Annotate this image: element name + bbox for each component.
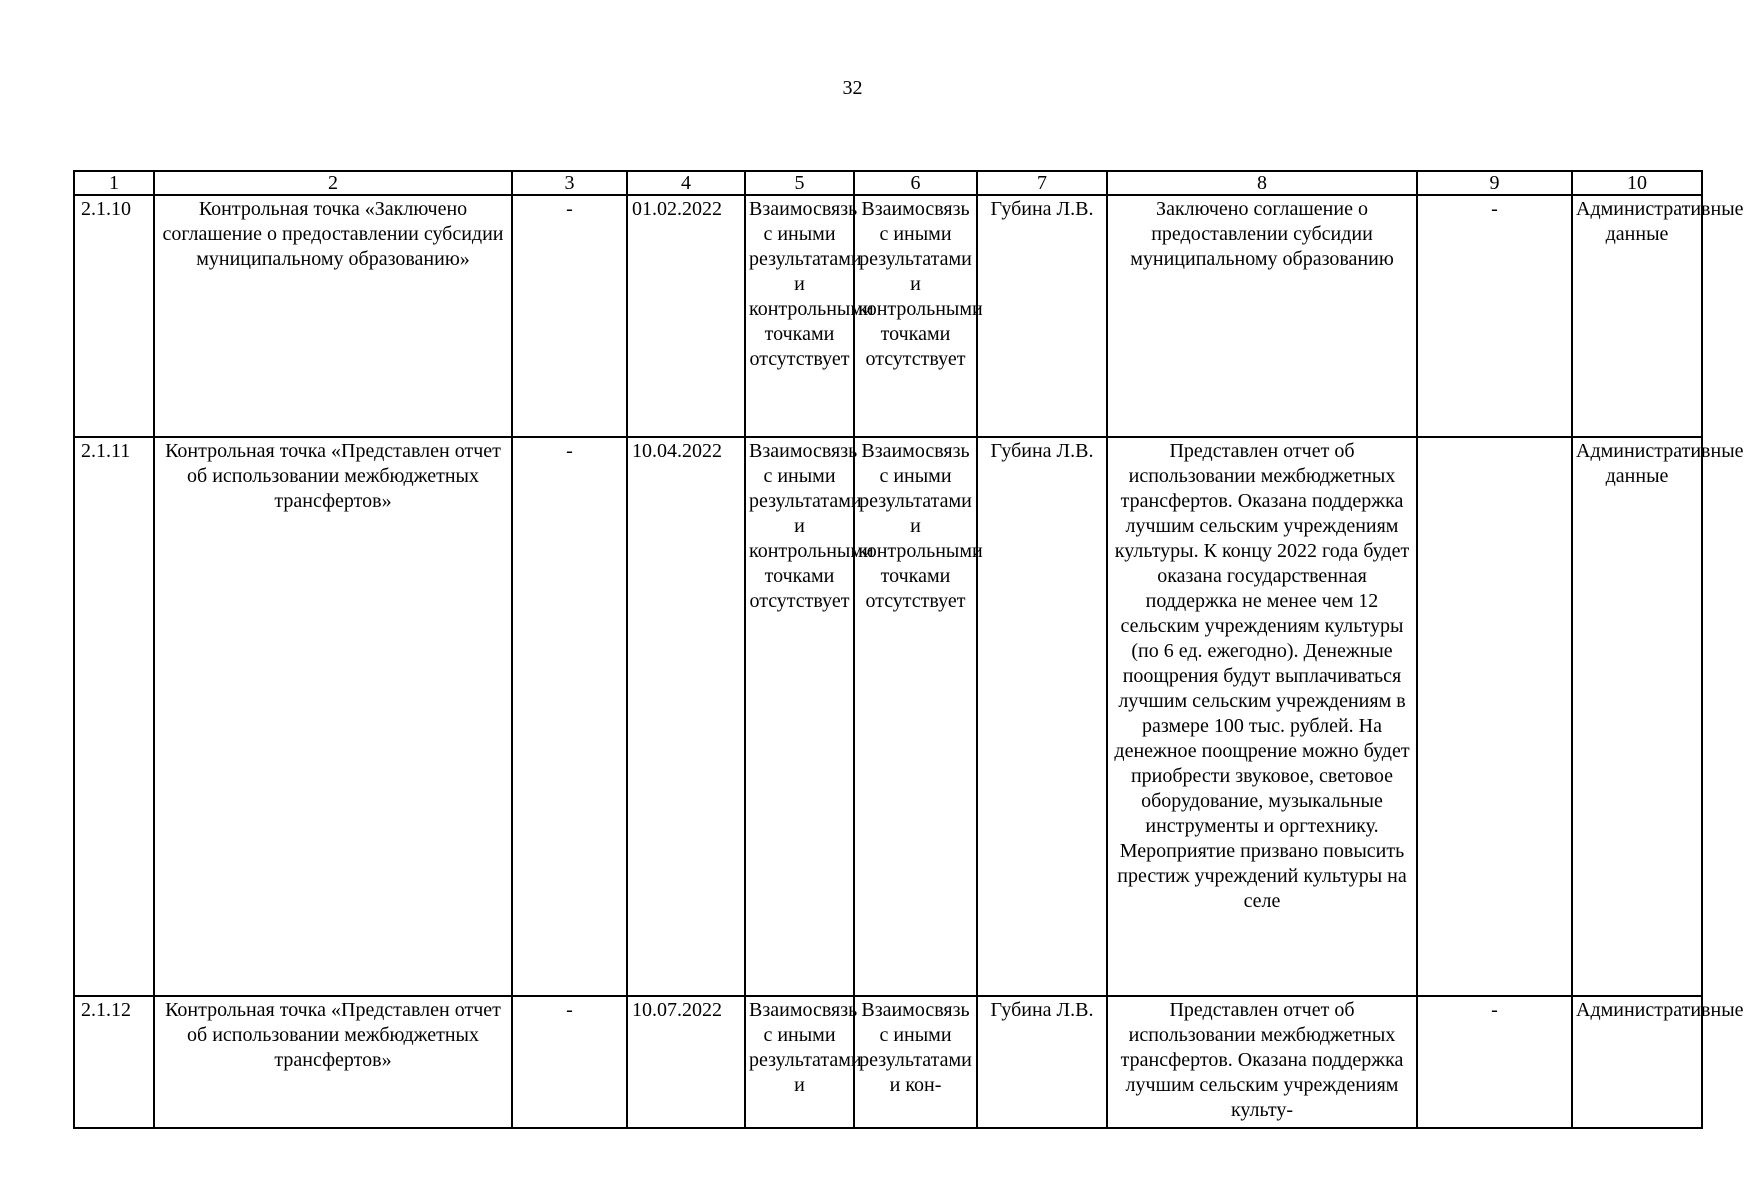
header-cell: 10: [1572, 171, 1702, 195]
control-point-name: Контрольная точка «Представлен отчет об использовании межбюджетных трансфертов»: [154, 437, 512, 996]
cell-col9: -: [1417, 996, 1572, 1128]
header-cell: 5: [745, 171, 854, 195]
responsible-cell: Губина Л.В.: [977, 437, 1107, 996]
control-point-name: Контрольная точка «Заключено соглашение о предоставлении субсидии муниципальному образованию»: [154, 195, 512, 437]
relation-cell: Взаимосвязь с иными результатами и контрольными точками отсутствует: [854, 195, 977, 437]
responsible-cell: Губина Л.В.: [977, 996, 1107, 1128]
row-number: 2.1.12: [74, 996, 154, 1128]
document-table: [73, 170, 1744, 1129]
control-point-name: Контрольная точка «Представлен отчет об использовании межбюджетных трансфертов»: [154, 996, 512, 1128]
cell-col3: -: [512, 996, 627, 1128]
relation-cell: Взаимосвязь с иными результатами и: [745, 996, 854, 1128]
cell-col3: -: [512, 437, 627, 996]
header-row: [74, 171, 1702, 195]
date-cell: 10.04.2022: [627, 437, 745, 996]
relation-cell: Взаимосвязь с иными результатами и контрольными точками отсутствует: [745, 437, 854, 996]
date-cell: 10.07.2022: [627, 996, 745, 1128]
header-cell: 2: [154, 171, 512, 195]
cell-col3: -: [512, 195, 627, 437]
relation-cell: Взаимосвязь с иными результатами и контрольными точками отсутствует: [745, 195, 854, 437]
responsible-cell: Губина Л.В.: [977, 195, 1107, 437]
description-cell: Представлен отчет об использовании межбюджетных трансфертов. Оказана поддержка лучшим сельским учреждениям культу-: [1107, 996, 1417, 1128]
row-number: 2.1.10: [74, 195, 154, 437]
header-cell: 1: [74, 171, 154, 195]
row-number: 2.1.11: [74, 437, 154, 996]
description-cell: Представлен отчет об использовании межбюджетных трансфертов. Оказана поддержка лучшим сельским учреждениям культуры. К концу 2022 года будет оказана государственная поддержка не менее чем 12 сельским учреждениям культуры (по 6 ед. ежегодно). Денежные поощрения будут выплачиваться лучшим сельским учреждениям в размере 100 тыс. рублей. На денежное поощрение можно будет приобрести звуковое, световое оборудование, музыкальные инструменты и оргтехнику. Мероприятие призвано повысить престиж учреждений культуры на селе: [1107, 437, 1417, 996]
source-cell: Административные данные: [1572, 437, 1702, 996]
source-cell: Административные данные: [1572, 195, 1702, 437]
header-cell: 9: [1417, 171, 1572, 195]
table-row: [74, 437, 1702, 996]
header-cell: 8: [1107, 171, 1417, 195]
header-cell: 4: [627, 171, 745, 195]
cell-col9: [1417, 437, 1572, 996]
source-cell: Административные: [1572, 996, 1702, 1128]
table-row: [74, 195, 1702, 437]
header-cell: 7: [977, 171, 1107, 195]
relation-cell: Взаимосвязь с иными результатами и контрольными точками отсутствует: [854, 437, 977, 996]
date-cell: 01.02.2022: [627, 195, 745, 437]
header-cell: 3: [512, 171, 627, 195]
cell-col9: -: [1417, 195, 1572, 437]
relation-cell: Взаимосвязь с иными результатами и кон-: [854, 996, 977, 1128]
page-number: 32: [842, 77, 863, 99]
description-cell: Заключено соглашение о предоставлении субсидии муниципальному образованию: [1107, 195, 1417, 437]
table-row: [74, 996, 1702, 1128]
header-cell: 6: [854, 171, 977, 195]
